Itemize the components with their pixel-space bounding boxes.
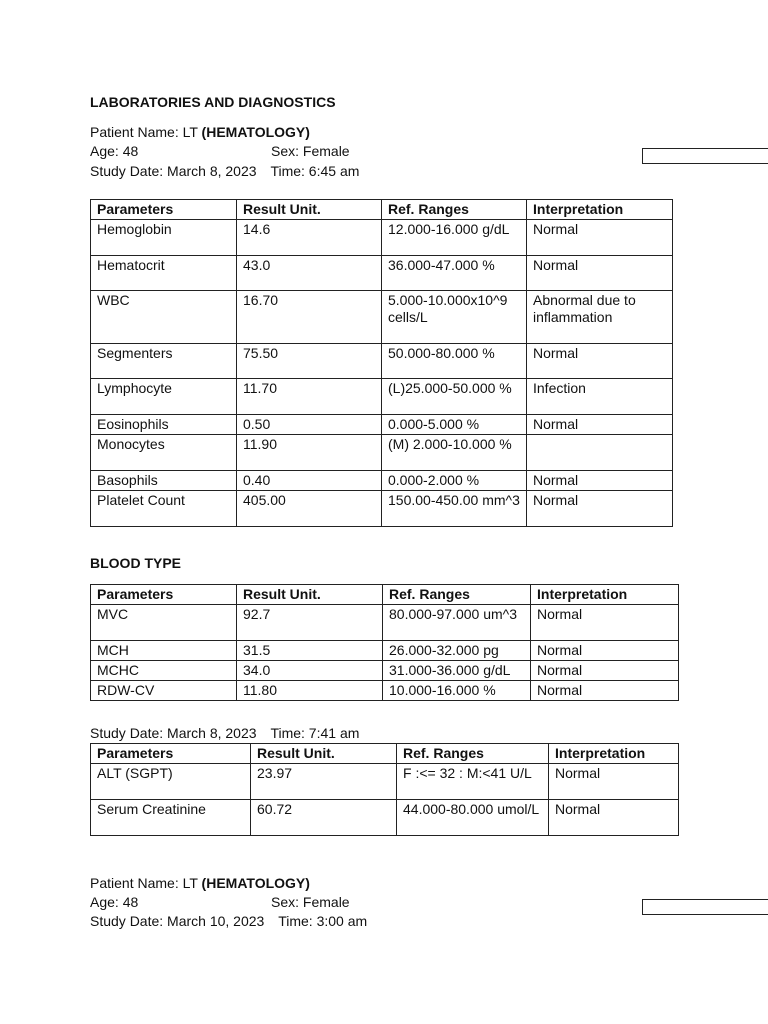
table-row [91,344,673,379]
table-row [91,435,673,471]
column-header: Parameters [91,585,237,605]
table-row [91,661,679,681]
patient-sex-2: Sex: Female [271,894,350,910]
table-cell: Abnormal due to inflammation [527,291,673,344]
table-cell: 34.0 [237,661,383,681]
table-cell: 75.50 [237,344,382,379]
table-cell: 23.97 [251,764,397,800]
table-row [91,764,679,800]
patient-dept: (HEMATOLOGY) [201,875,310,891]
table-cell: Infection [527,379,673,415]
column-header: Parameters [91,200,237,220]
table-row [91,471,673,491]
table-row [91,256,673,291]
table-cell: 92.7 [237,605,383,641]
table-cell: 50.000-80.000 % [382,344,527,379]
patient-age-2: Age: 48 [90,894,139,910]
table-row [91,641,679,661]
table-cell: 44.000-80.000 umol/L [397,800,549,836]
study-date: Study Date: March 8, 2023 [90,163,257,179]
table-cell: Basophils [91,471,237,491]
table-cell: Normal [531,605,679,641]
table-header-row [91,585,679,605]
table-cell: 26.000-32.000 pg [383,641,531,661]
table-cell: Normal [531,661,679,681]
patient-sex: Sex: Female [271,143,350,159]
table-cell: MCHC [91,661,237,681]
table-cell: 150.00-450.00 mm^3 [382,491,527,527]
table-cell: 14.6 [237,220,382,256]
table-cell: 0.40 [237,471,382,491]
table-cell: 10.000-16.000 % [383,681,531,701]
table-cell: Lymphocyte [91,379,237,415]
column-header: Ref. Ranges [382,200,527,220]
study-date: Study Date: March 10, 2023 [90,913,265,929]
table-cell: Monocytes [91,435,237,471]
side-box-2 [642,899,768,915]
table-cell: Normal [531,681,679,701]
table-header-row [91,744,679,764]
study-date-line [90,162,359,181]
study-date-line-2 [90,724,359,743]
table-cell: MVC [91,605,237,641]
study-time: Time: 7:41 am [270,725,360,741]
table-cell: ALT (SGPT) [91,764,251,800]
patient-name-label: Patient Name: LT [90,124,198,140]
table-cell: F :<= 32 : M:<41 U/L [397,764,549,800]
column-header: Interpretation [549,744,679,764]
table-cell: Normal [527,220,673,256]
column-header: Parameters [91,744,251,764]
table-cell: 60.72 [251,800,397,836]
table-cell: 16.70 [237,291,382,344]
table-cell: MCH [91,641,237,661]
table-cell: Normal [527,491,673,527]
table-cell: Serum Creatinine [91,800,251,836]
column-header: Interpretation [531,585,679,605]
table-cell: Hemoglobin [91,220,237,256]
table-cell: 5.000-10.000x10^9 cells/L [382,291,527,344]
column-header: Ref. Ranges [383,585,531,605]
patient-dept: (HEMATOLOGY) [201,124,310,140]
study-time: Time: 3:00 am [278,913,368,929]
table-cell: Normal [527,471,673,491]
table-cell: (M) 2.000-10.000 % [382,435,527,471]
table-cell: 11.90 [237,435,382,471]
study-date: Study Date: March 8, 2023 [90,725,257,741]
column-header: Ref. Ranges [397,744,549,764]
table-cell: Normal [527,256,673,291]
table-row [91,379,673,415]
table-row [91,605,679,641]
table-cell: 11.70 [237,379,382,415]
table-header-row [91,200,673,220]
table-row [91,800,679,836]
table-cell: Normal [549,764,679,800]
table-cell [527,435,673,471]
table-cell: Hematocrit [91,256,237,291]
side-box [642,148,768,164]
patient-name-label: Patient Name: LT [90,875,198,891]
table-cell: 12.000-16.000 g/dL [382,220,527,256]
column-header: Result Unit. [237,585,383,605]
chemistry-table [90,743,679,836]
study-date-line-3 [90,912,367,931]
table-row [91,681,679,701]
column-header: Result Unit. [251,744,397,764]
table-cell: Normal [527,415,673,435]
blood-type-title: BLOOD TYPE [90,555,182,571]
table-cell: 0.000-5.000 % [382,415,527,435]
table-cell: Eosinophils [91,415,237,435]
table-cell: Platelet Count [91,491,237,527]
study-time: Time: 6:45 am [270,163,360,179]
page-title: LABORATORIES AND DIAGNOSTICS [90,94,336,110]
table-cell: Normal [527,344,673,379]
table-cell: 11.80 [237,681,383,701]
table-cell: 80.000-97.000 um^3 [383,605,531,641]
table-cell: Normal [531,641,679,661]
table-cell: Normal [549,800,679,836]
table-row [91,415,673,435]
table-row [91,220,673,256]
table-cell: 0.50 [237,415,382,435]
blood-type-table [90,584,679,701]
patient-name-line-2 [90,874,310,893]
table-cell: RDW-CV [91,681,237,701]
column-header: Result Unit. [237,200,382,220]
table-cell: 43.0 [237,256,382,291]
hematology-table [90,199,673,527]
column-header: Interpretation [527,200,673,220]
table-cell: 0.000-2.000 % [382,471,527,491]
table-row [91,291,673,344]
patient-name-line [90,123,310,142]
table-cell: 31.5 [237,641,383,661]
table-cell: 36.000-47.000 % [382,256,527,291]
table-cell: Segmenters [91,344,237,379]
patient-age: Age: 48 [90,143,139,159]
table-cell: 31.000-36.000 g/dL [383,661,531,681]
table-row [91,491,673,527]
table-cell: 405.00 [237,491,382,527]
table-cell: (L)25.000-50.000 % [382,379,527,415]
table-cell: WBC [91,291,237,344]
